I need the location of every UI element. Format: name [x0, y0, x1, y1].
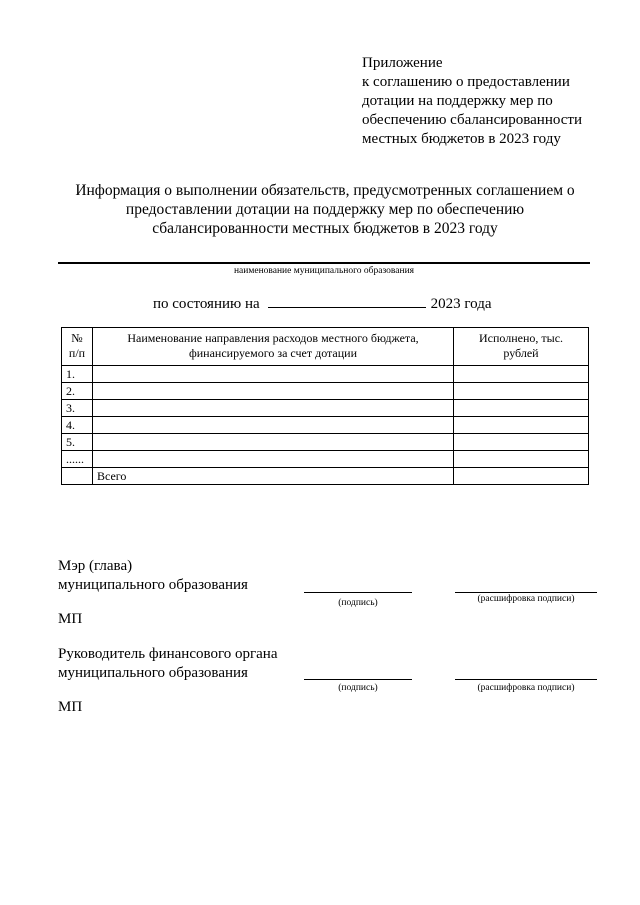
as-of-date-blank[interactable] [268, 295, 426, 308]
finance-head-signature-line[interactable] [304, 679, 412, 680]
title-line: Информация о выполнении обязательств, предусмотренных соглашением о [75, 182, 575, 199]
table-total-row [62, 468, 589, 485]
table-row [62, 383, 589, 400]
finance-head-title-line: муниципального образования [58, 665, 248, 681]
row-amount-cell[interactable] [454, 366, 589, 383]
appendix-line: к соглашению о предоставлении [362, 74, 570, 90]
stamp-place: МП [58, 699, 83, 715]
mayor-decode-line[interactable] [455, 592, 597, 593]
row-number: 2. [62, 383, 93, 400]
total-number-cell [62, 468, 93, 485]
table-row [62, 417, 589, 434]
mayor-title-line: муниципального образования [58, 577, 248, 593]
row-expense-cell[interactable] [93, 383, 454, 400]
mayor-signature-line[interactable] [304, 592, 412, 593]
row-expense-cell[interactable] [93, 451, 454, 468]
title-line: предоставлении дотации на поддержку мер по обеспечению [125, 201, 525, 218]
stamp-place: МП [58, 611, 83, 627]
row-amount-cell[interactable] [454, 434, 589, 451]
total-amount-cell[interactable] [454, 468, 589, 485]
document-title [40, 181, 610, 238]
mayor-signature-caption: (подпись) [338, 598, 378, 608]
mayor-signatory [58, 557, 248, 595]
total-label: Всего [93, 468, 454, 485]
row-expense-cell[interactable] [93, 434, 454, 451]
finance-head-title-line: Руководитель финансового органа [58, 646, 278, 662]
municipality-caption: наименование муниципального образования [233, 266, 415, 276]
row-number: 4. [62, 417, 93, 434]
table-row [62, 451, 589, 468]
as-of-prefix: по состоянию на [153, 296, 260, 312]
as-of-date [153, 295, 492, 313]
municipality-name-line[interactable] [58, 262, 590, 264]
table-row [62, 434, 589, 451]
mayor-decode-caption: (расшифровка подписи) [477, 594, 575, 604]
row-expense-cell[interactable] [93, 400, 454, 417]
title-line: сбалансированности местных бюджетов в 2023 году [152, 220, 498, 237]
table-row [62, 400, 589, 417]
table-header-row [62, 328, 589, 366]
row-number: ...... [62, 451, 93, 468]
table-row [62, 366, 589, 383]
row-expense-cell[interactable] [93, 366, 454, 383]
header-expense-name: Наименование направления расходов местного бюджета, финансируемого за счет дотации [93, 328, 454, 366]
finance-head-decode-line[interactable] [455, 679, 597, 680]
row-amount-cell[interactable] [454, 417, 589, 434]
appendix-line: Приложение [362, 55, 443, 71]
finance-head-signatory [58, 645, 278, 683]
row-amount-cell[interactable] [454, 383, 589, 400]
header-executed: Исполнено, тыс. рублей [454, 328, 589, 366]
row-number: 1. [62, 366, 93, 383]
row-number: 5. [62, 434, 93, 451]
row-amount-cell[interactable] [454, 400, 589, 417]
finance-head-decode-caption: (расшифровка подписи) [477, 683, 575, 693]
row-amount-cell[interactable] [454, 451, 589, 468]
row-expense-cell[interactable] [93, 417, 454, 434]
as-of-suffix: 2023 года [430, 296, 492, 312]
appendix-line: обеспечению сбалансированности [362, 112, 582, 128]
mayor-title-line: Мэр (глава) [58, 558, 133, 574]
header-number: № п/п [62, 328, 93, 366]
row-number: 3. [62, 400, 93, 417]
appendix-note [362, 54, 622, 149]
finance-head-signature-caption: (подпись) [338, 683, 378, 693]
appendix-line: дотации на поддержку мер по [362, 93, 553, 109]
expenditure-table [61, 327, 589, 485]
appendix-line: местных бюджетов в 2023 году [362, 131, 561, 147]
